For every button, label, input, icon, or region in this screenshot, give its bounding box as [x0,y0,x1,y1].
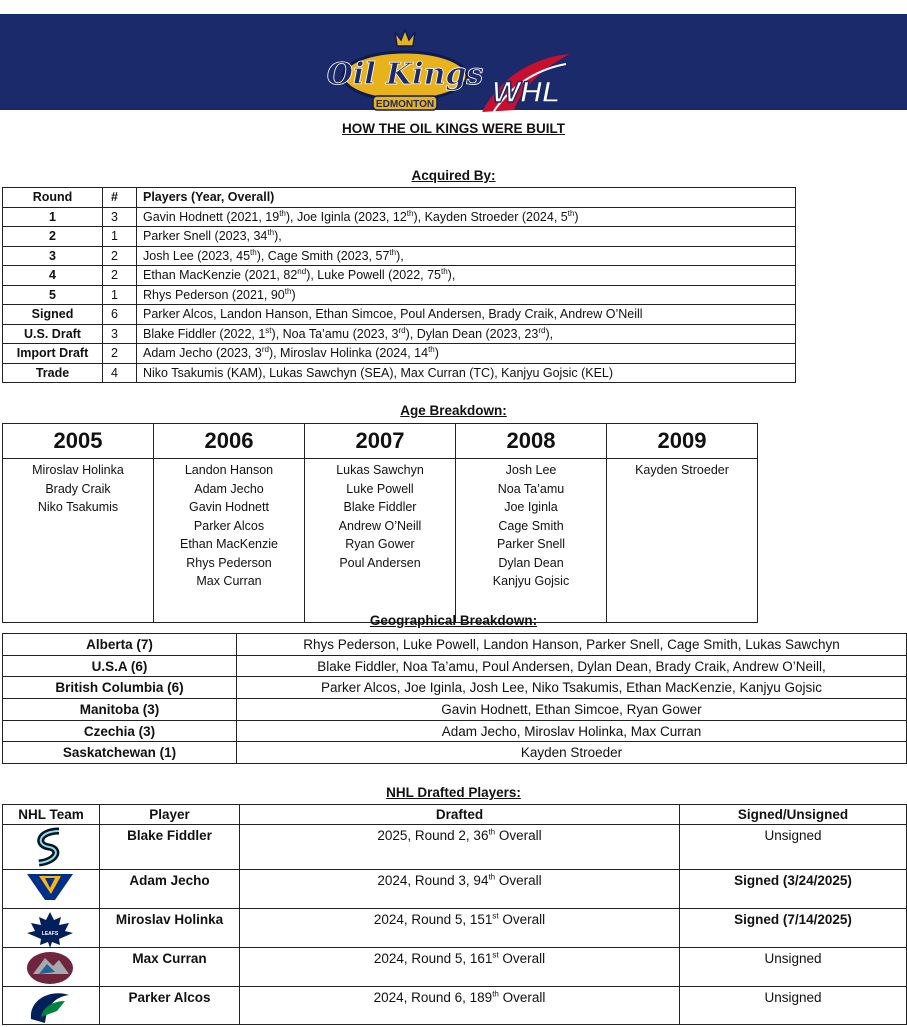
player-name: Parker Alcos [193,518,265,533]
round-cell: 2 [3,227,103,247]
drafted-cell: 2024, Round 3, 94th Overall [240,870,680,909]
nhl-header-row [3,805,907,825]
region-cell: U.S.A (6) [3,655,237,677]
logo-city-text: EDMONTON [375,99,435,110]
col-round-header: Round [3,188,103,208]
geo-row [3,742,907,764]
count-cell: 6 [103,305,137,325]
round-cell: 4 [3,266,103,286]
geo-heading: Geographical Breakdown: [369,613,538,628]
nhl-heading: NHL Drafted Players: [386,785,521,800]
svg-text:LEAFS: LEAFS [41,931,59,937]
players-cell: Parker Alcos, Landon Hanson, Ethan Simcoe, Poul Andersen, Brady Craik, Andrew O’Neill [137,305,796,325]
drafted-cell: 2024, Round 5, 161st Overall [240,948,680,987]
player-name: Brady Craik [45,481,111,496]
acquired-row [3,305,796,325]
drafted-cell: 2025, Round 2, 36th Overall [240,825,680,870]
player-cell: Adam Jecho [100,870,240,909]
player-name: Rhys Pederson [186,555,272,570]
player-name: Poul Andersen [339,555,421,570]
count-cell: 2 [103,344,137,364]
players-cell: Adam Jecho (2023, 3rd), Miroslav Holinka (2024, 14th) [137,344,796,364]
team-logo-cell [3,948,100,987]
drafted-cell: 2024, Round 6, 189th Overall [240,987,680,1025]
nhl-row [3,870,907,909]
player-name: Miroslav Holinka [32,463,124,477]
age-heading: Age Breakdown: [400,403,507,418]
players-cell: Ethan MacKenzie (2021, 82nd), Luke Powell (2022, 75th), [137,266,796,286]
team-logo-cell [3,870,100,909]
age-table [2,423,758,623]
year-header: 2007 [305,424,456,459]
round-cell: Trade [3,363,103,383]
region-cell: Alberta (7) [3,634,237,656]
round-cell: 3 [3,246,103,266]
team-logo-cell [3,825,100,870]
acquired-heading: Acquired By: [411,168,496,183]
status-cell: Signed (7/14/2025) [680,909,907,948]
acquired-row [3,207,796,227]
year-header: 2009 [607,424,758,459]
player-name: Kayden Stroeder [635,463,729,477]
col-count-header: # [103,188,137,208]
count-cell: 3 [103,324,137,344]
year-players-cell [607,459,758,623]
col-status-header: Signed/Unsigned [680,805,907,825]
page-title: HOW THE OIL KINGS WERE BUILT [342,121,565,136]
player-cell: Blake Fiddler [100,825,240,870]
status-cell: Unsigned [680,825,907,870]
player-name: Gavin Hodnett [189,500,269,514]
status-cell: Unsigned [680,948,907,987]
player-name: Dylan Dean [498,555,564,570]
region-players-cell: Kayden Stroeder [237,742,907,764]
team-logo-cell [3,987,100,1025]
count-cell: 1 [103,227,137,247]
nhl-row [3,825,907,870]
age-header-row [3,424,758,459]
year-header: 2005 [3,424,154,459]
round-cell: Signed [3,305,103,325]
acquired-table [2,187,796,383]
players-cell: Rhys Pederson (2021, 90th) [137,285,796,305]
player-name: Niko Tsakumis [37,500,119,514]
player-name: Andrew O’Neill [338,518,422,533]
player-name: Parker Snell [496,537,566,551]
region-players-cell: Rhys Pederson, Luke Powell, Landon Hanson, Parker Snell, Cage Smith, Lukas Sawchyn [237,634,907,656]
col-players-header: Players (Year, Overall) [137,188,796,208]
region-cell: Saskatchewan (1) [3,742,237,764]
count-cell: 2 [103,266,137,286]
geo-row [3,655,907,677]
status-cell: Unsigned [680,987,907,1025]
region-players-cell: Adam Jecho, Miroslav Holinka, Max Curran [237,720,907,742]
player-name: Noa Ta’amu [497,481,565,496]
geo-row [3,720,907,742]
svg-text:Oil Kings: Oil Kings [326,57,484,92]
geo-row [3,634,907,656]
svg-text:WHL: WHL [491,76,561,109]
round-cell: 1 [3,207,103,227]
whl-logo [474,50,574,120]
players-cell: Gavin Hodnett (2021, 19th), Joe Iginla (2023, 12th), Kayden Stroeder (2024, 5th) [137,207,796,227]
nhl-row [3,909,907,948]
geo-row [3,677,907,699]
player-name: Max Curran [196,574,262,588]
acquired-row [3,246,796,266]
acquired-row [3,363,796,383]
region-cell: British Columbia (6) [3,677,237,699]
nhl-table [2,804,907,1025]
player-name: Kanjyu Gojsic [492,574,570,588]
region-players-cell: Gavin Hodnett, Ethan Simcoe, Ryan Gower [237,699,907,721]
player-name: Adam Jecho [194,481,264,496]
col-drafted-header: Drafted [240,805,680,825]
player-cell: Miroslav Holinka [100,909,240,948]
count-cell: 3 [103,207,137,227]
player-name: Lukas Sawchyn [336,463,424,477]
players-cell: Blake Fiddler (2022, 1st), Noa Ta’amu (2023, 3rd), Dylan Dean (2023, 23rd), [137,324,796,344]
round-cell: U.S. Draft [3,324,103,344]
oil-kings-logo [326,26,484,114]
round-cell: Import Draft [3,344,103,364]
year-players-cell [456,459,607,623]
region-players-cell: Parker Alcos, Joe Iginla, Josh Lee, Niko Tsakumis, Ethan MacKenzie, Kanjyu Gojsic [237,677,907,699]
col-team-header: NHL Team [3,805,100,825]
player-cell: Parker Alcos [100,987,240,1025]
player-name: Josh Lee [505,463,557,477]
player-name: Ethan MacKenzie [180,537,278,551]
nhl-row [3,987,907,1025]
nhl-row [3,948,907,987]
year-header: 2006 [154,424,305,459]
team-logo-cell [3,909,100,948]
col-player-header: Player [100,805,240,825]
acquired-row [3,324,796,344]
geo-table [2,633,907,764]
year-players-cell [305,459,456,623]
geo-row [3,699,907,721]
header-banner [0,14,907,110]
players-cell: Niko Tsakumis (KAM), Lukas Sawchyn (SEA), Max Curran (TC), Kanjyu Gojsic (KEL) [137,363,796,383]
player-name: Blake Fiddler [343,500,417,514]
acquired-row [3,266,796,286]
players-cell: Parker Snell (2023, 34th), [137,227,796,247]
players-cell: Josh Lee (2023, 45th), Cage Smith (2023, 57th), [137,246,796,266]
acquired-row [3,227,796,247]
year-players-cell [3,459,154,623]
player-name: Landon Hanson [184,463,274,477]
count-cell: 4 [103,363,137,383]
round-cell: 5 [3,285,103,305]
count-cell: 1 [103,285,137,305]
acquired-row [3,344,796,364]
region-cell: Manitoba (3) [3,699,237,721]
player-name: Cage Smith [498,518,564,533]
year-players-cell [154,459,305,623]
year-header: 2008 [456,424,607,459]
drafted-cell: 2024, Round 5, 151st Overall [240,909,680,948]
acquired-header-row [3,188,796,208]
player-name: Luke Powell [346,481,414,496]
count-cell: 2 [103,246,137,266]
region-cell: Czechia (3) [3,720,237,742]
status-cell: Signed (3/24/2025) [680,870,907,909]
player-name: Ryan Gower [345,537,415,551]
age-players-row [3,459,758,623]
region-players-cell: Blake Fiddler, Noa Ta’amu, Poul Andersen, Dylan Dean, Brady Craik, Andrew O’Neill, [237,655,907,677]
player-cell: Max Curran [100,948,240,987]
acquired-row [3,285,796,305]
player-name: Joe Iginla [504,500,558,514]
